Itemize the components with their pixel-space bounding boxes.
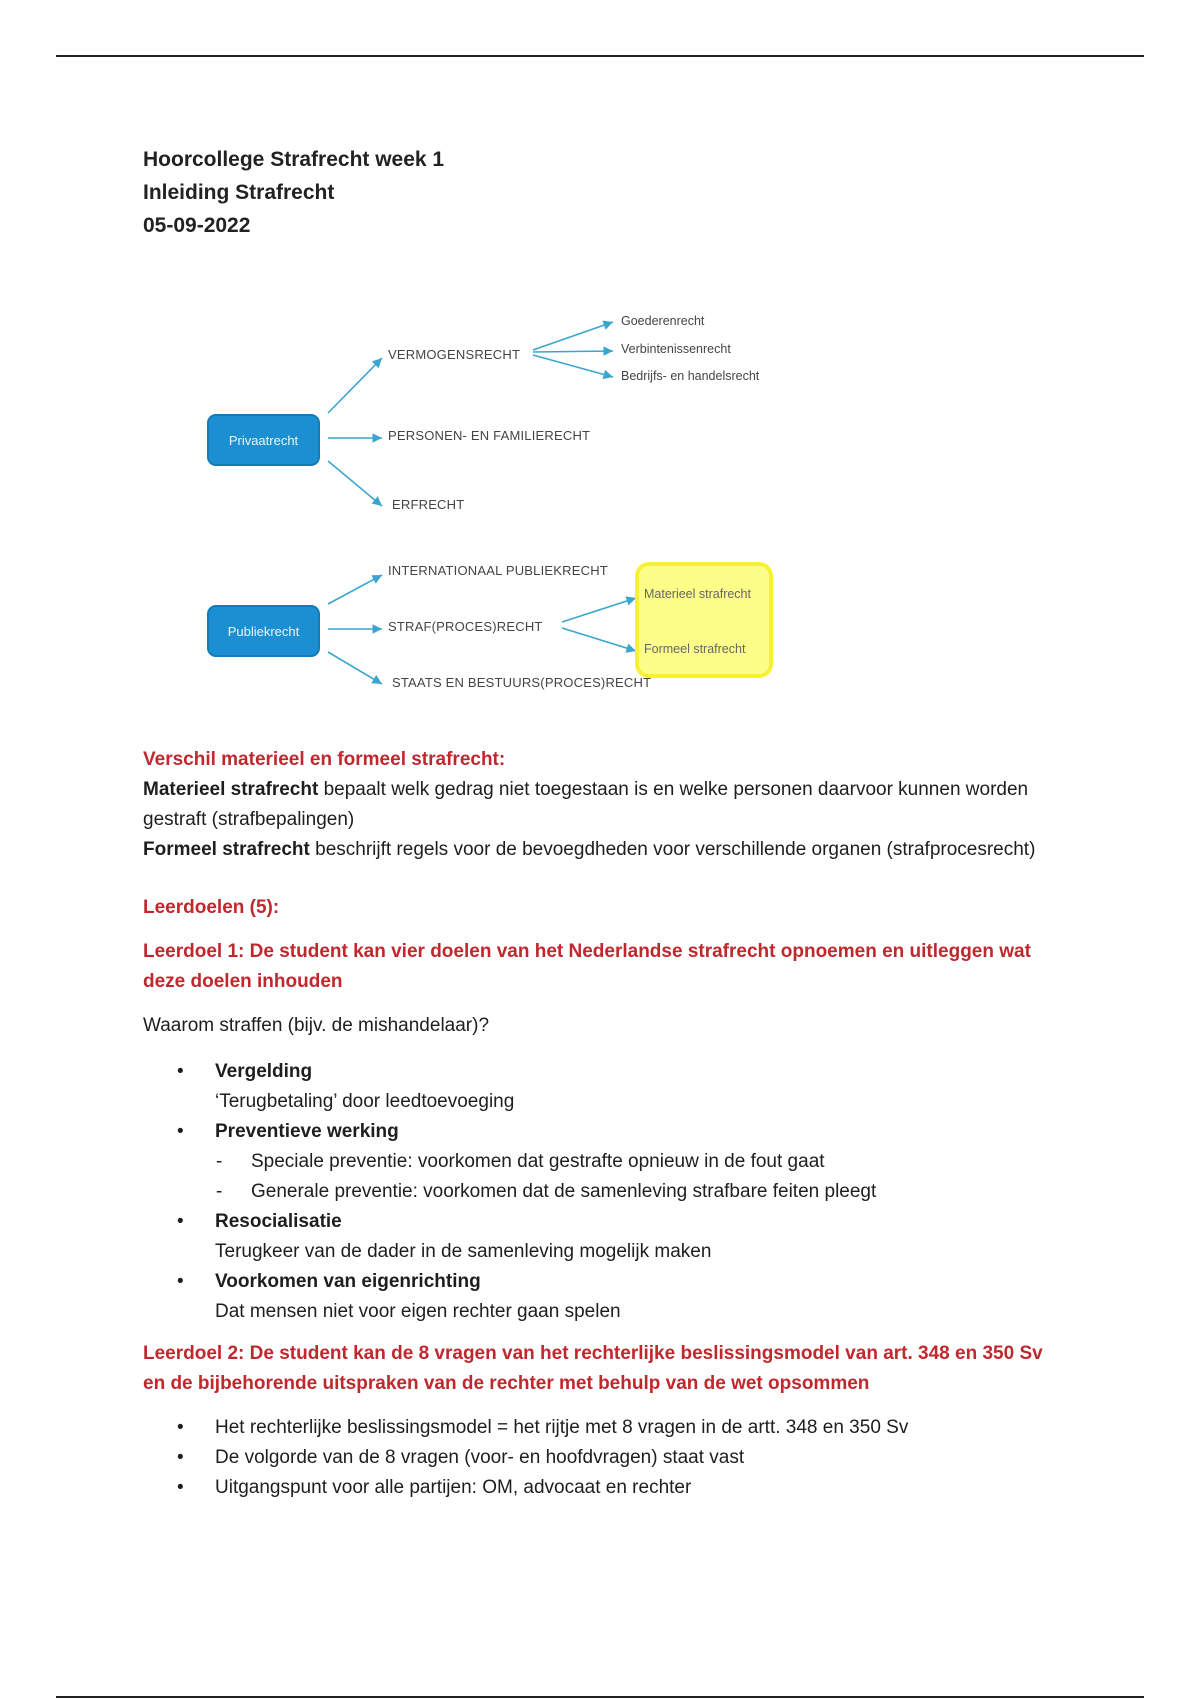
arrow-to-materieel xyxy=(562,598,636,622)
formeel-strafrecht-label: Formeel strafrecht xyxy=(644,642,746,656)
sub-item-text: Speciale preventie: voorkomen dat gestrafte opnieuw in de fout gaat xyxy=(251,1151,825,1172)
bottom-rule xyxy=(56,1696,1144,1698)
formeel-text: beschrijft regels voor de bevoegdheden voor verschillende organen (strafprocesrecht) xyxy=(309,839,1036,860)
privaatrecht-box: Privaatrecht xyxy=(207,414,320,466)
list-item-text: ‘Terugbetaling’ door leedtoevoeging xyxy=(215,1091,515,1112)
formeel-term: Formeel strafrecht xyxy=(143,839,310,860)
arrow-to-erfrecht xyxy=(328,461,382,506)
arrow-to-bedrijfsrecht xyxy=(533,355,613,377)
lecture-title: Hoorcollege Strafrecht week 1 xyxy=(143,148,445,171)
lecture-date: 05-09-2022 xyxy=(143,214,251,237)
staatsrecht-label: STAATS EN BESTUURS(PROCES)RECHT xyxy=(392,675,652,690)
item-title: Voorkomen van eigenrichting xyxy=(215,1271,481,1292)
arrow-to-formeel xyxy=(562,628,636,651)
item-text: Het rechterlijke beslissingsmodel = het rijtje met 8 vragen in de artt. 348 en 350 Sv xyxy=(215,1417,909,1438)
leerdoel2-list xyxy=(143,1413,1063,1503)
lecture-subtitle: Inleiding Strafrecht xyxy=(143,181,335,204)
erfrecht-label: ERFRECHT xyxy=(392,497,465,512)
list-item: • Preventieve werking xyxy=(177,1121,399,1142)
verschil-heading: Verschil materieel en formeel strafrecht: xyxy=(143,749,506,770)
law-structure-diagram xyxy=(190,300,800,700)
item-title: Preventieve werking xyxy=(215,1121,399,1142)
arrow-to-vermogensrecht xyxy=(328,358,382,413)
vermogensrecht-label: VERMOGENSRECHT xyxy=(388,347,521,362)
leerdoel1-question: Waarom straffen (bijv. de mishandelaar)? xyxy=(143,1015,490,1036)
list-item: • Resocialisatie xyxy=(177,1211,342,1232)
bedrijfsrecht-label: Bedrijfs- en handelsrecht xyxy=(621,369,760,383)
item-title: Vergelding xyxy=(215,1061,313,1082)
sub-item: - Speciale preventie: voorkomen dat gestrafte opnieuw in de fout gaat xyxy=(216,1151,825,1172)
sub-item-text: Generale preventie: voorkomen dat de samenleving strafbare feiten pleegt xyxy=(251,1181,877,1202)
materieel-definition xyxy=(143,775,1063,835)
item-title: Resocialisatie xyxy=(215,1211,342,1232)
materieel-text: bepaalt welk gedrag niet toegestaan is en welke personen daarvoor kunnen worden gestraft (strafbepalingen) xyxy=(143,779,1029,830)
list-item: • Uitgangspunt voor alle partijen: OM, advocaat en rechter xyxy=(177,1477,692,1498)
leerdoel1-list xyxy=(143,1057,1063,1327)
list-item-text: Dat mensen niet voor eigen rechter gaan spelen xyxy=(215,1301,621,1322)
top-rule xyxy=(56,55,1144,57)
leerdoel2-heading: Leerdoel 2: De student kan de 8 vragen van het rechterlijke beslissingsmodel van art. 348 en 350 Sv en de bijbehorende uitspraken van de rechter met behulp van de wet opsommen xyxy=(143,1343,1043,1394)
sub-item: - Generale preventie: voorkomen dat de samenleving strafbare feiten pleegt xyxy=(216,1181,877,1202)
personenrecht-label: PERSONEN- EN FAMILIERECHT xyxy=(388,428,591,443)
internationaal-label: INTERNATIONAAL PUBLIEKRECHT xyxy=(388,563,608,578)
list-item: • Voorkomen van eigenrichting xyxy=(177,1271,481,1292)
arrow-to-goederenrecht xyxy=(533,322,613,350)
list-item-text: Terugkeer van de dader in de samenleving mogelijk maken xyxy=(215,1241,712,1262)
materieel-term: Materieel strafrecht xyxy=(143,779,319,800)
document-header xyxy=(143,143,444,242)
arrow-to-verbintenissenrecht xyxy=(533,351,613,352)
arrow-to-staatsrecht xyxy=(328,652,382,684)
item-text: Uitgangspunt voor alle partijen: OM, advocaat en rechter xyxy=(215,1477,692,1498)
list-item: • De volgorde van de 8 vragen (voor- en hoofdvragen) staat vast xyxy=(177,1447,745,1468)
formeel-definition xyxy=(143,835,1063,865)
publiekrecht-box: Publiekrecht xyxy=(207,605,320,657)
strafrecht-highlight xyxy=(635,562,773,678)
materieel-strafrecht-label: Materieel strafrecht xyxy=(644,587,751,601)
leerdoel1-heading: Leerdoel 1: De student kan vier doelen van het Nederlandse strafrecht opnoemen en uitleggen wat deze doelen inhouden xyxy=(143,941,1031,992)
arrow-to-internationaal xyxy=(328,575,382,604)
leerdoelen-heading: Leerdoelen (5): xyxy=(143,897,280,918)
goederenrecht-label: Goederenrecht xyxy=(621,314,705,328)
list-item: • Vergelding xyxy=(177,1061,313,1082)
document-body xyxy=(143,745,1063,1503)
list-item: • Het rechterlijke beslissingsmodel = het rijtje met 8 vragen in de artt. 348 en 350 Sv xyxy=(177,1417,909,1438)
strafprocesrecht-label: STRAF(PROCES)RECHT xyxy=(388,619,543,634)
verbintenissenrecht-label: Verbintenissenrecht xyxy=(621,342,731,356)
item-text: De volgorde van de 8 vragen (voor- en hoofdvragen) staat vast xyxy=(215,1447,745,1468)
